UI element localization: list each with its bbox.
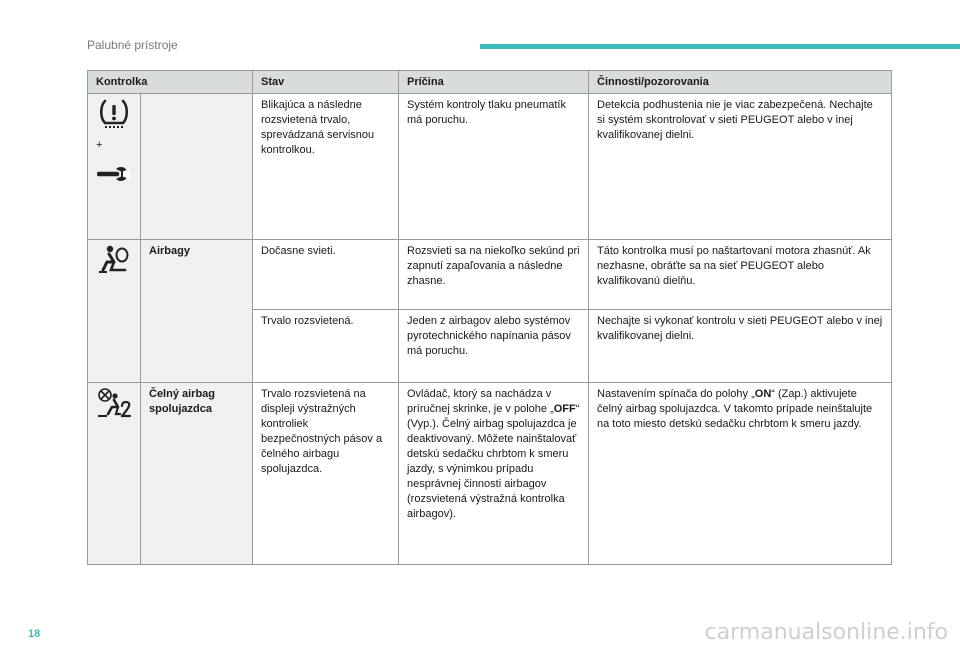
action-text-before: Nastavením spínača do polohy „ bbox=[597, 388, 755, 400]
action-on-label: ON bbox=[754, 388, 772, 400]
name-cell bbox=[141, 94, 253, 240]
cause-cell bbox=[399, 383, 589, 565]
icon-cell bbox=[88, 240, 141, 383]
state-cell: Trvalo rozsvietená. bbox=[253, 310, 399, 383]
column-header-kontrolka: Kontrolka bbox=[88, 71, 253, 94]
cause-cell: Rozsvieti sa na niekoľko sekúnd pri zapnutí zapaľovania a následne zhasne. bbox=[399, 240, 589, 310]
passenger-airbag-off-icon bbox=[96, 387, 132, 419]
table-row bbox=[88, 240, 892, 310]
action-cell bbox=[589, 383, 892, 565]
cause-off-label: OFF bbox=[553, 403, 576, 415]
table-row bbox=[88, 383, 892, 565]
state-cell: Dočasne svieti. bbox=[253, 240, 399, 310]
wrench-icon bbox=[97, 163, 131, 181]
name-cell: Airbagy bbox=[141, 240, 253, 383]
page-number: 18 bbox=[28, 628, 41, 640]
watermark: carmanualsonline.info bbox=[704, 620, 948, 645]
action-cell: Detekcia podhustenia nie je viac zabezpečená. Nechajte si systém skontrolovať v sieti PEUGEOT alebo v inej kvalifikovanej dielni. bbox=[589, 94, 892, 240]
cause-cell: Systém kontroly tlaku pneumatík má poruchu. bbox=[399, 94, 589, 240]
cause-text-before: Ovládač, ktorý sa nachádza v príručnej skrinke, je v polohe „ bbox=[407, 388, 554, 415]
icon-join-plus: + bbox=[96, 139, 103, 151]
tpms-warning-icon bbox=[97, 98, 131, 130]
action-text-after: “ (Zap.) aktivujete čelný airbag spolujazdca. V takomto prípade neinštalujte na toto miesto detskú sedačku chrbtom k smeru jazdy. bbox=[597, 388, 873, 430]
state-cell: Blikajúca a následne rozsvietená trvalo, sprevádzaná servisnou kontrolkou. bbox=[253, 94, 399, 240]
name-cell: Čelný airbag spolujazdca bbox=[141, 383, 253, 565]
icon-cell bbox=[88, 94, 141, 240]
state-cell: Trvalo rozsvietená na displeji výstražných kontroliek bezpečnostných pásov a čelného airbagu spolujazdca. bbox=[253, 383, 399, 565]
cause-text-after: “ (Vyp.). Čelný airbag spolujazdca je deaktivovaný. Môžete nainštalovať detskú sedačku chrbtom k smeru jazdy, s výnimkou prípadu nesprávnej činnosti airbagov (rozsvietená výstražná kontrolka airbagov). bbox=[407, 403, 580, 520]
cause-cell: Jeden z airbagov alebo systémov pyrotechnického napínania pásov má poruchu. bbox=[399, 310, 589, 383]
section-title: Palubné prístroje bbox=[87, 38, 178, 52]
column-header-stav: Stav bbox=[253, 71, 399, 94]
icon-cell bbox=[88, 383, 141, 565]
column-header-cinnosti: Činnosti/pozorovania bbox=[589, 71, 892, 94]
table-header-row bbox=[88, 71, 892, 94]
action-cell: Nechajte si vykonať kontrolu v sieti PEUGEOT alebo v inej kvalifikovanej dielni. bbox=[589, 310, 892, 383]
table-row bbox=[88, 94, 892, 240]
action-cell: Táto kontrolka musí po naštartovaní motora zhasnúť. Ak nezhasne, obráťte sa na sieť PEUGEOT alebo kvalifikovanú dielňu. bbox=[589, 240, 892, 310]
airbag-icon bbox=[97, 244, 131, 274]
warning-lights-table bbox=[87, 70, 892, 565]
column-header-pricina: Príčina bbox=[399, 71, 589, 94]
section-accent-bar bbox=[480, 44, 960, 49]
